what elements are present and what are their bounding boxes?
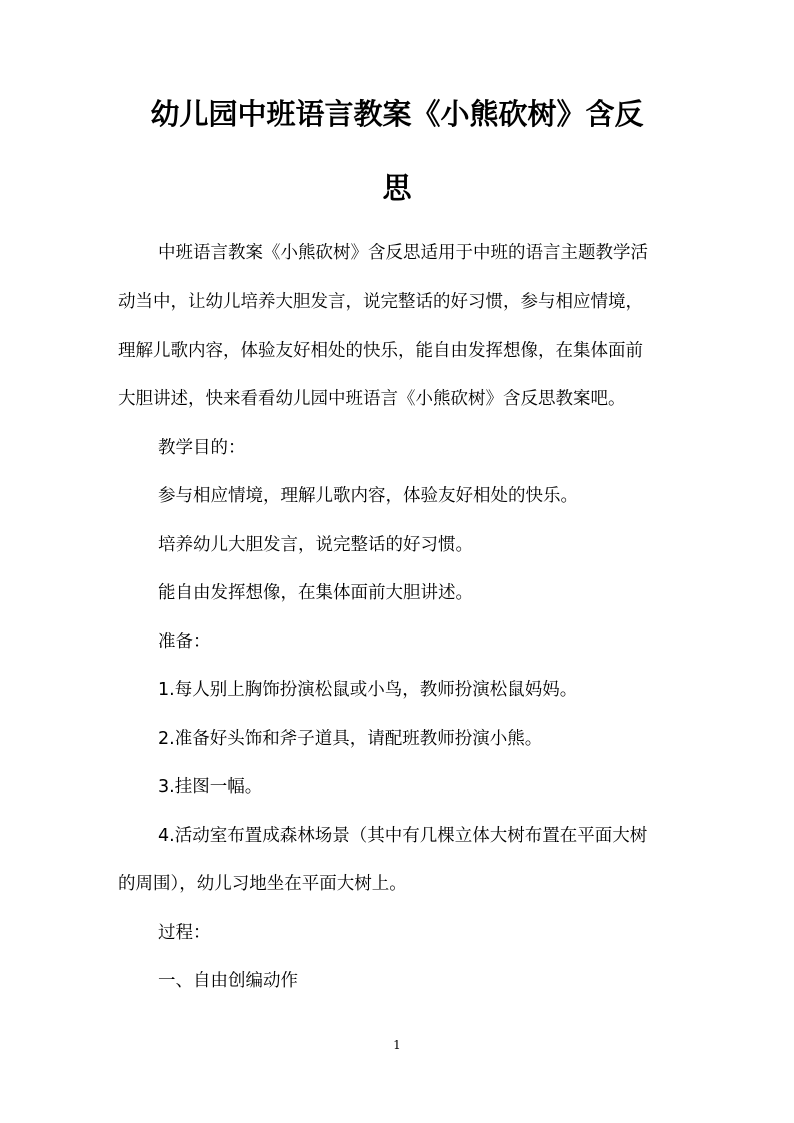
document-title-line-2: 思 [382, 171, 412, 205]
section-heading-process: 过程： [158, 923, 211, 943]
preparation-item-4-line-2: 的周围），幼儿习地坐在平面大树上。 [118, 874, 407, 894]
intro-line-1: 中班语言教案《小熊砍树》含反思适用于中班的语言主题教学活 [158, 243, 648, 263]
objective-item-3: 能自由发挥想像，在集体面前大胆讲述。 [158, 583, 473, 603]
section-heading-objectives: 教学目的： [158, 438, 246, 458]
intro-line-4: 大胆讲述，快来看看幼儿园中班语言《小熊砍树》含反思教案吧。 [118, 389, 626, 409]
intro-line-3: 理解儿歌内容，体验友好相处的快乐，能自由发挥想像，在集体面前 [118, 341, 643, 361]
document-title-line-1: 幼儿园中班语言教案《小熊砍树》含反 [150, 97, 644, 131]
preparation-item-2: 2.准备好头饰和斧子道具，请配班教师扮演小熊。 [158, 729, 543, 749]
process-step-1: 一、自由创编动作 [158, 971, 298, 991]
preparation-item-1: 1.每人别上胸饰扮演松鼠或小鸟，教师扮演松鼠妈妈。 [158, 680, 578, 700]
objective-item-2: 培养幼儿大胆发言，说完整话的好习惯。 [158, 535, 473, 555]
preparation-item-3: 3.挂图一幅。 [158, 777, 263, 797]
intro-line-2: 动当中，让幼儿培养大胆发言，说完整话的好习惯，参与相应情境， [118, 292, 643, 312]
section-heading-preparation: 准备： [158, 632, 211, 652]
page-number: 1 [393, 1038, 401, 1052]
objective-item-1: 参与相应情境，理解儿歌内容，体验友好相处的快乐。 [158, 486, 578, 506]
preparation-item-4-line-1: 4.活动室布置成森林场景（其中有几棵立体大树布置在平面大树 [158, 826, 648, 846]
